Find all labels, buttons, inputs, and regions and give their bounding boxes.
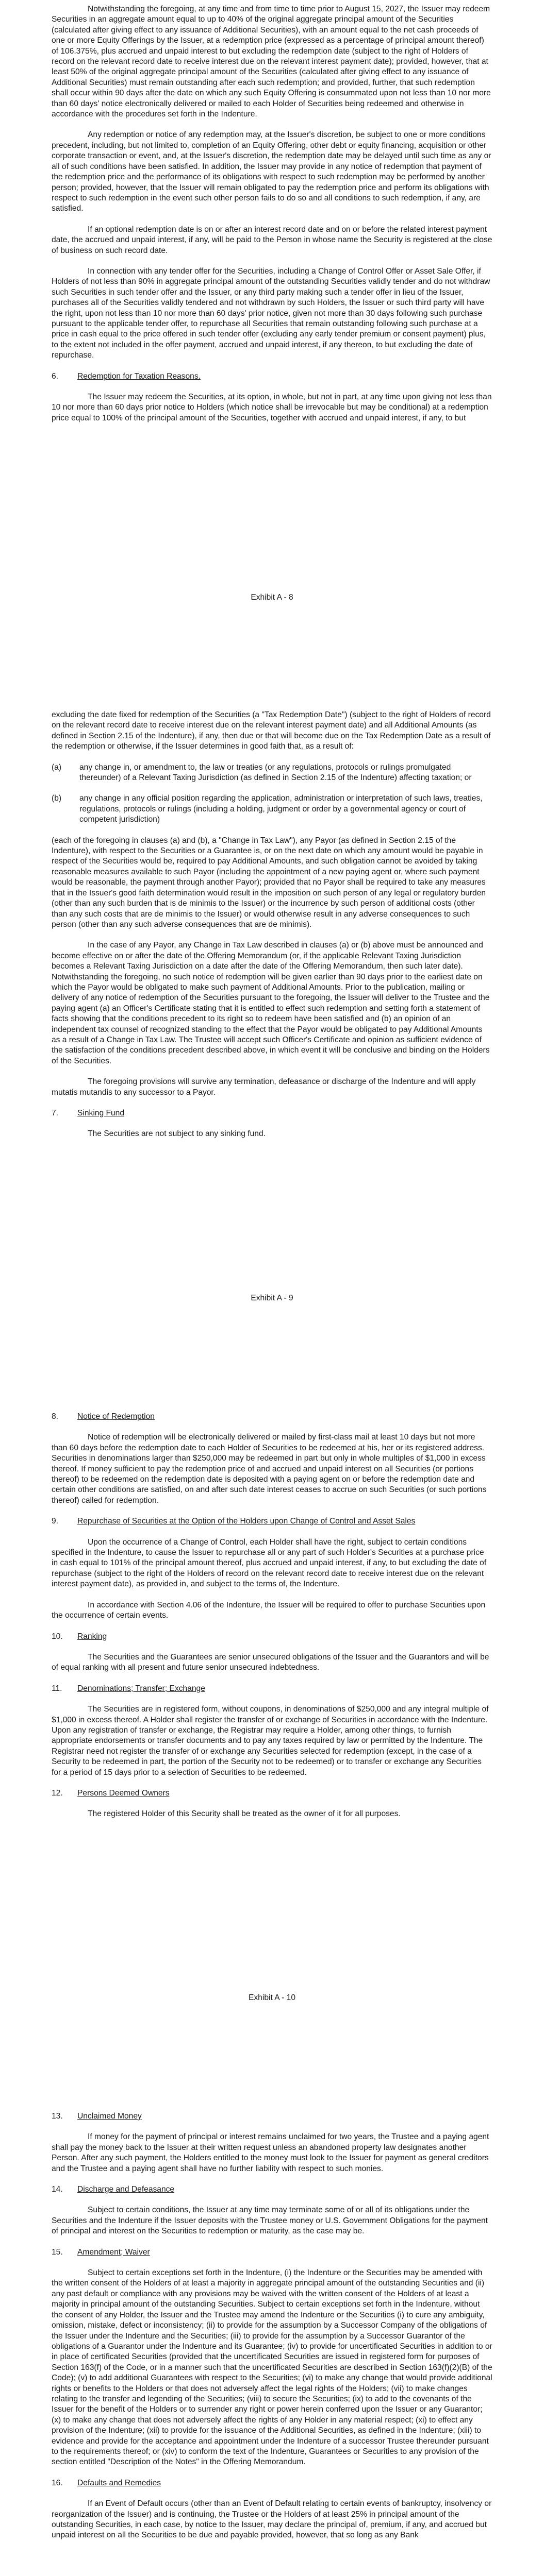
page-11: [0, 2111, 544, 2551]
paragraph: Notwithstanding the foregoing, at any time and from time to time prior to August 15, 2027, the Issuer may redeem Securities in an aggregate amount equal to up to 40% of the original aggregate principal amount of the Securities (calculated after giving effect to any issuance of Additional Securities), with an amount equal to the net cash proceeds of one or more Equity Offerings by the Issuer, at a redemption price (expressed as a percentage of principal amount thereof) of 106.375%, plus accrued and unpaid interest to but excluding the redemption date (subject to the right of Holders of record on the relevant record date to receive interest due on the relevant interest payment date); provided, however, that at least 50% of the original aggregate principal amount of the Securities (calculated after giving effect to any issuance of Additional Securities) must remain outstanding after each such redemption; and provided, further, that such redemption shall occur within 90 days after the date on which any such Equity Offering is consummated upon not less than 10 nor more than 60 days' notice electronically delivered or mailed to each Holder of Securities being redeemed and otherwise in accordance with the procedures set forth in the Indenture.: [52, 5, 491, 119]
section-number: 13.: [52, 2112, 63, 2121]
section-heading-6: [52, 371, 492, 382]
section-number: 15.: [52, 2247, 63, 2257]
clause-label: (a): [52, 762, 62, 772]
paragraph: If an optional redemption date is on or after an interest record date and on or before the related interest payment date, the accrued and unpaid interest, if any, will be paid to the Person in whose name the Security is registered at the close of business on such record date.: [52, 225, 492, 255]
page-8: [0, 4, 544, 434]
section-number: 6.: [52, 371, 59, 381]
paragraph: (each of the foregoing in clauses (a) and (b), a "Change in Tax Law"), any Payor (as defined in Section 2.15 of the Indenture), with respect to the Securities or a Guarantee is, or on the next date on which any amount would be payable in respect of the Securities would be, required to pay Additional Amounts, and such obligation cannot be avoided by taking reasonable measures available to such Payor (including the appointment of a new paying agent or, where such payment would be reasonable, the payment through another Payor); provided that no Payor shall be required to take any measures that in the Issuer's good faith determination would result in the imposition on such person of any legal or regulatory burden (other than any such burden that is de minimis to the Issuer) or the incurrence by such person of additional costs (other than any such costs that are de minimis to the Issuer) or would otherwise result in any adverse consequences to such person (other than any such adverse consequences that are de minimis).: [52, 836, 486, 929]
section-heading-13: [52, 2111, 492, 2122]
section-heading-15: [52, 2247, 492, 2258]
paragraph: excluding the date fixed for redemption of the Securities (a "Tax Redemption Date") (subject to the right of Holders of record on the relevant record date to receive interest due on the relevant interest payment date) and all Additional Amounts (as defined in Section 2.15 of the Indenture), if any, then due or that will become due on the Tax Redemption Date as a result of the redemption or otherwise, if the Issuer determines in good faith that, as a result of:: [52, 710, 491, 751]
paragraph: Upon the occurrence of a Change of Control, each Holder shall have the right, subject to certain conditions specified in the Indenture, to cause the Issuer to repurchase all or any part of such Holder's Securities at a purchase price in cash equal to 101% of the principal amount thereof, plus accrued and unpaid interest, if any, to but excluding the date of repurchase (subject to the right of the Holders of record on the relevant record date to receive interest due on the relevant interest payment date), as provided in, and subject to the terms of, the Indenture.: [52, 1537, 487, 1589]
paragraph: The registered Holder of this Security shall be treated as the owner of it for all purposes.: [88, 1809, 401, 1819]
paragraph: Subject to certain exceptions set forth in the Indenture, (i) the Indenture or the Securities may be amended with the written consent of the Holders of at least a majority in aggregate principal amount of the outstanding Securities and (ii) any past default or compliance with any provisions may be waived with the written consent of the Holders of at least a majority in principal amount of the outstanding Securities. Subject to certain exceptions set forth in the Indenture, without the consent of any Holder, the Issuer and the Trustee may amend the Indenture or the Securities (i) to cure any ambiguity, omission, mistake, defect or inconsistency; (ii) to provide for the assumption by a Successor Company of the obligations of the Issuer under the Indenture and the Securities; (iii) to provide for the assumption by a Successor Guarantor of the obligations of a Guarantor under the Indenture and its Guarantee; (iv) to provide for uncertificated Securities in addition to or in place of certificated Securities (provided that the uncertificated Securities are issued in registered form for purposes of Section 163(f) of the Code, or in a manner such that the uncertificated Securities are described in Section 163(f)(2)(B) of the Code); (v) to add additional Guarantees with respect to the Securities; (vi) to make any change that would provide additional rights or benefits to the Holders or that does not adversely affect the legal rights of the Holders; (vii) to make changes relating to the transfer and legending of the Securities; (viii) to secure the Securities; (ix) to add to the covenants of the Issuer for the benefit of the Holders or to surrender any right or power herein conferred upon the Issuer or any Guarantor; (x) to make any change that does not adversely affect the rights of any Holder in any material respect; (xi) to effect any provision of the Indenture; (xii) to provide for the issuance of the Additional Securities, as defined in the Indenture; (xiii) to evidence and provide for the acceptance and appointment under the Indenture of a successor Trustee thereunder pursuant to the requirements thereof; or (xiv) to conform the text of the Indenture, Guarantees or Securities to any provision of the section entitled "Description of the Notes" in the Offering Memorandum.: [52, 2268, 492, 2467]
section-number: 11.: [52, 1684, 62, 1693]
section-title: Redemption for Taxation Reasons.: [77, 371, 201, 381]
paragraph: Notice of redemption will be electronically delivered or mailed by first-class mail at least 10 days but not more than 60 days before the redemption date to each Holder of Securities to be redeemed at his, her or its registered address. Securities in denominations larger than $250,000 may be redeemed in part but only in whole multiples of $1,000 in excess thereof. If money sufficient to pay the redemption price of and accrued and unpaid interest on all Securities (or portions thereof) to be redeemed on the redemption date is deposited with a paying agent on or before the redemption date and certain other conditions are satisfied, on and after such date interest ceases to accrue on such Securities (or such portions thereof) called for redemption.: [52, 1433, 487, 1505]
section-heading-16: [52, 2478, 492, 2488]
paragraph: The Issuer may redeem the Securities, at its option, in whole, but not in part, at any time upon giving not less than 10 nor more than 60 days prior notice to Holders (which notice shall be irrevocable but may be conditional) at a redemption price equal to 100% of the principal amount of the Securities, together with accrued and unpaid interest, if any, to but: [52, 393, 492, 422]
paragraph: The Securities are not subject to any sinking fund.: [88, 1129, 266, 1139]
clause-label: (b): [52, 794, 62, 803]
paragraph: In accordance with Section 4.06 of the Indenture, the Issuer will be required to offer to purchase Securities upon the occurrence of certain events.: [52, 1600, 486, 1620]
paragraph: Subject to certain conditions, the Issuer at any time may terminate some of or all of its obligations under the Securities and the Indenture if the Issuer deposits with the Trustee money or U.S. Government Obligations for the payment of principal and interest on the Securities to redemption or maturity, as the case may be.: [52, 2206, 488, 2236]
section-title: Amendment; Waiver: [77, 2247, 150, 2257]
clause-b: [52, 793, 492, 825]
section-number: 7.: [52, 1109, 59, 1117]
section-title: Defaults and Remedies: [77, 2478, 161, 2487]
section-number: 9.: [52, 1517, 59, 1526]
section-title: Unclaimed Money: [77, 2112, 142, 2121]
section-heading-7: [52, 1108, 492, 1118]
page-footer-exhibit: Exhibit A - 10: [248, 1993, 296, 2002]
paragraph: The Securities are in registered form, without coupons, in denominations of $250,000 and any integral multiple of $1,000 in excess thereof. A Holder shall register the transfer of or exchange of Securities in accordance with the Indenture. Upon any registration of transfer or exchange, the Registrar may require a Holder, among other things, to furnish appropriate endorsements or transfer documents and to pay any taxes required by law or permitted by the Indenture. The Registrar need not register the transfer of or exchange any Securities selected for redemption (except, in the case of a Security to be redeemed in part, the portion of the Security not to be redeemed) or to transfer or exchange any Securities for a period of 15 days prior to a selection of Securities to be redeemed.: [52, 1705, 489, 1777]
section-title: Denominations; Transfer; Exchange: [77, 1684, 205, 1693]
clause-text: any change in, or amendment to, the law or treaties (or any regulations, protocols or rulings promulgated thereunder) of a Relevant Taxing Jurisdiction (as defined in Section 2.15 of the Indenture) affecting taxation; or: [79, 762, 472, 783]
section-title: Notice of Redemption: [77, 1412, 155, 1421]
section-number: 8.: [52, 1412, 59, 1421]
section-heading-8: [52, 1412, 492, 1422]
section-title: Repurchase of Securities at the Option of the Holders upon Change of Control and Asset Sales: [77, 1517, 416, 1526]
section-title: Sinking Fund: [77, 1109, 125, 1117]
paragraph: The foregoing provisions will survive any termination, defeasance or discharge of the Indenture and will apply mutatis mutandis to any successor to a Payor.: [52, 1077, 476, 1097]
section-title: Discharge and Defeasance: [77, 2185, 175, 2194]
section-title: Ranking: [77, 1632, 107, 1641]
section-heading-11: [52, 1684, 492, 1694]
paragraph: In connection with any tender offer for the Securities, including a Change of Control Offer or Asset Sale Offer, if Holders of not less than 90% in aggregate principal amount of the outstanding Securities validly tender and do not withdraw such Securities in such tender offer and the Issuer, or any third party making such a tender offer in lieu of the Issuer, purchases all of the Securities validly tendered and not withdrawn by such Holders, the Issuer or such third party will have the right, upon not less than 10 nor more than 60 days' prior notice, given not more than 30 days following such purchase pursuant to the applicable tender offer, to repurchase all Securities that remain outstanding following such purchase at a price in cash equal to the price offered in such tender offer (excluding any early tender premium or consent payment) plus, to the extent not included in the offer payment, accrued and unpaid interest, if any thereon, to but excluding the date of repurchase.: [52, 266, 490, 360]
page-footer-exhibit: Exhibit A - 9: [251, 1294, 293, 1302]
section-number: 12.: [52, 1788, 63, 1798]
section-heading-14: [52, 2184, 492, 2195]
section-heading-10: [52, 1632, 492, 1642]
paragraph: In the case of any Payor, any Change in Tax Law described in clauses (a) or (b) above must be announced and become effective on or after the date of the Offering Memorandum (or, if the applicable Relevant Taxing Jurisdiction becomes a Relevant Taxing Jurisdiction on a date after the date of the Offering Memorandum, then such later date). Notwithstanding the foregoing, no such notice of redemption will be given earlier than 90 days prior to the earliest date on which the Payor would be obligated to make such payment of Additional Amounts. Prior to the publication, mailing or delivery of any notice of redemption of the Securities pursuant to the foregoing, the Issuer will deliver to the Trustee and the paying agent (a) an Officer's Certificate stating that it is entitled to effect such redemption and setting forth a statement of facts showing that the conditions precedent to its right so to redeem have been satisfied and (b) an opinion of an independent tax counsel of recognized standing to the effect that the Payor would be obligated to pay Additional Amounts as a result of a Change in Tax Law. The Trustee will accept such Officer's Certificate and opinion as sufficient evidence of the satisfaction of the conditions precedent described above, in which event it will be conclusive and binding on the Holders of the Securities.: [52, 941, 490, 1065]
page-10: [0, 1412, 544, 1830]
section-number: 10.: [52, 1632, 63, 1641]
page-9: [0, 710, 544, 1150]
paragraph: Any redemption or notice of any redemption may, at the Issuer's discretion, be subject to one or more conditions precedent, including, but not limited to, completion of an Equity Offering, other debt or equity financing, acquisition or other corporate transaction or event, and, at the Issuer's discretion, the redemption date may be delayed until such time as any or all of such conditions have been satisfied. In addition, the Issuer may provide in any notice of redemption that payment of the redemption price and the performance of its obligations with respect to such redemption may be performed by another person; provided, however, that the Issuer will remain obligated to pay the redemption price and perform its obligations with respect to such redemption in the event such other person fails to do so and all conditions to such redemption, if any, are satisfied.: [52, 130, 491, 213]
section-number: 16.: [52, 2478, 63, 2487]
paragraph: If money for the payment of principal or interest remains unclaimed for two years, the Trustee and a paying agent shall pay the money back to the Issuer at their written request unless an abandoned property law designates another Person. After any such payment, the Holders entitled to the money must look to the Issuer for payment as general creditors and the Trustee and a paying agent shall have no further liability with respect to such monies.: [52, 2132, 489, 2173]
section-title: Persons Deemed Owners: [77, 1788, 170, 1798]
section-number: 14.: [52, 2185, 63, 2194]
section-heading-9: [52, 1516, 492, 1527]
page-footer-exhibit: Exhibit A - 8: [251, 593, 293, 602]
clause-text: any change in any official position regarding the application, administration or interpretation of such laws, treaties, regulations, protocols or rulings (including a holding, judgment or order by a governmental agency or court of competent jurisdiction): [79, 794, 483, 824]
paragraph: If an Event of Default occurs (other than an Event of Default relating to certain events of bankruptcy, insolvency or reorganization of the Issuer) and is continuing, the Trustee or the Holders of at least 25% in principal amount of the outstanding Securities, in each case, by notice to the Issuer, may declare the principal of, premium, if any, and accrued but unpaid interest on all the Securities to be due and payable provided, however, that so long as any Bank: [52, 2499, 492, 2540]
clause-a: [52, 762, 492, 784]
paragraph: The Securities and the Guarantees are senior unsecured obligations of the Issuer and the Guarantors and will be of equal ranking with all present and future senior unsecured indebtedness.: [52, 1652, 489, 1672]
section-heading-12: [52, 1788, 492, 1799]
